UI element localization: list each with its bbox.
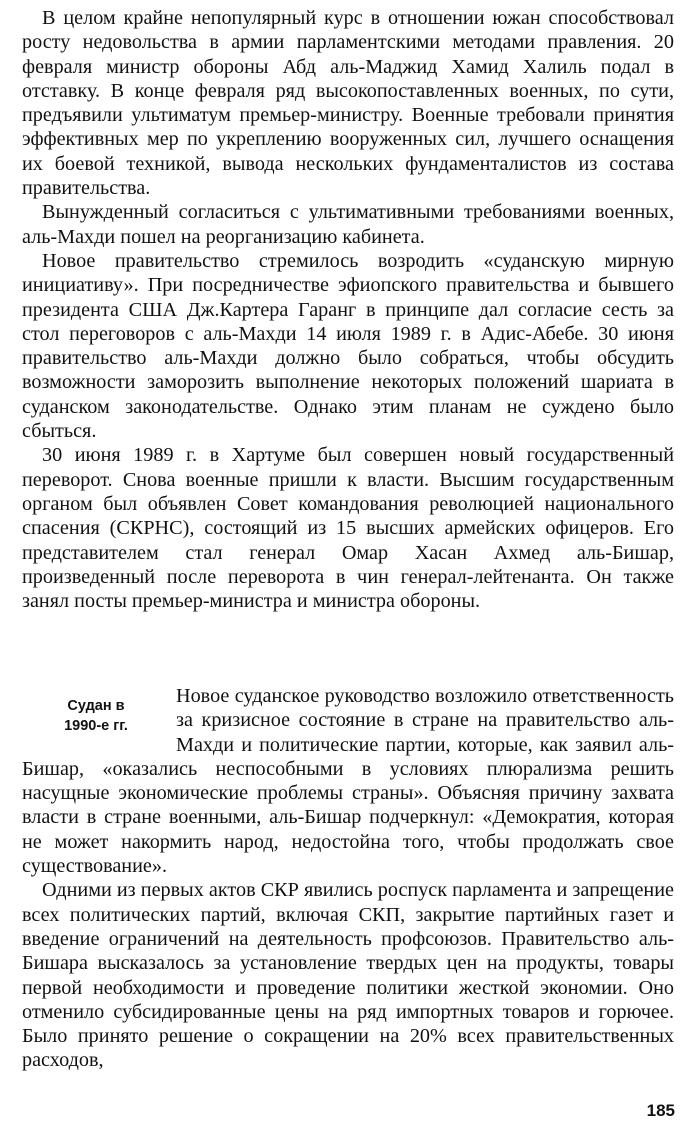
page-number: 185 [646,1101,675,1120]
paragraph: Новое суданское руководство возложило ответственность за кризисное состояние в стране на правительство аль-Махди и политические партии, которые, как заявил аль-Бишар, «оказались неспособными в условиях плюрализма решить насущные экономические проблемы страны». Объясняя причину захвата власти в стране военными, аль-Бишар подчеркнул: «Демократия, которая не может накормить народ, недостойна того, чтобы продолжать свое существование». [22,685,674,878]
side-heading-line: 1990-е гг. [64,718,128,734]
side-heading [22,684,170,752]
side-heading-line: Судан в [67,698,125,714]
main-text-bottom [22,684,674,1073]
paragraph: 30 июня 1989 г. в Хартуме был совершен новый государственный переворот. Снова военные пришли к власти. Высшим государственным органом был объявлен Совет командования революцией национального спасения (СКРНС), состоящий из 15 высших армейских офицеров. Его представителем стал генерал Омар Хасан Ахмед аль-Бишар, произведенный после переворота в чин генерал-лейтенанта. Он также занял посты премьер-министра и министра обороны. [22,444,674,613]
paragraph: Одними из первых актов СКР явились роспуск парламента и запрещение всех политических партий, включая СКП, закрытие партийных газет и введение ограничений на деятельность профсоюзов. Правительство аль-Бишара высказалось за установление твердых цен на продукты, товары первой необходимости и проведение политики жесткой экономии. Оно отменило субсидированные цены на ряд импортных товаров и горючее. Было принято решение о сокращении на 20% всех правительственных расходов, [22,879,674,1072]
main-text-top [22,6,674,613]
paragraph: В целом крайне непопулярный курс в отношении южан способствовал росту недовольства в армии парламентскими методами правления. 20 февраля министр обороны Абд аль-Маджид Хамид Халиль подал в отставку. В конце февраля ряд высокопоставленных военных, по сути, предъявили ультиматум премьер-министру. Военные требовали принятия эффективных мер по укреплению вооруженных сил, лучшего оснащения их боевой техникой, вывода нескольких фундаменталистов из состава правительства. [22,7,674,200]
paragraph: Новое правительство стремилось возродить «суданскую мирную инициативу». При посредничестве эфиопского правительства и бывшего президента США Дж.Картера Гаранг в принципе дал согласие сесть за стол переговоров с аль-Махди 14 июля 1989 г. в Адис-Абебе. 30 июня правительство аль-Махди должно было собраться, чтобы обсудить возможности заморозить выполнение некоторых положений шариата в суданском законодательстве. Однако этим планам не суждено было сбыться. [22,249,674,443]
paragraph: Вынужденный согласиться с ультимативными требованиями военных, аль-Махди пошел на реорганизацию кабинета. [22,201,674,248]
